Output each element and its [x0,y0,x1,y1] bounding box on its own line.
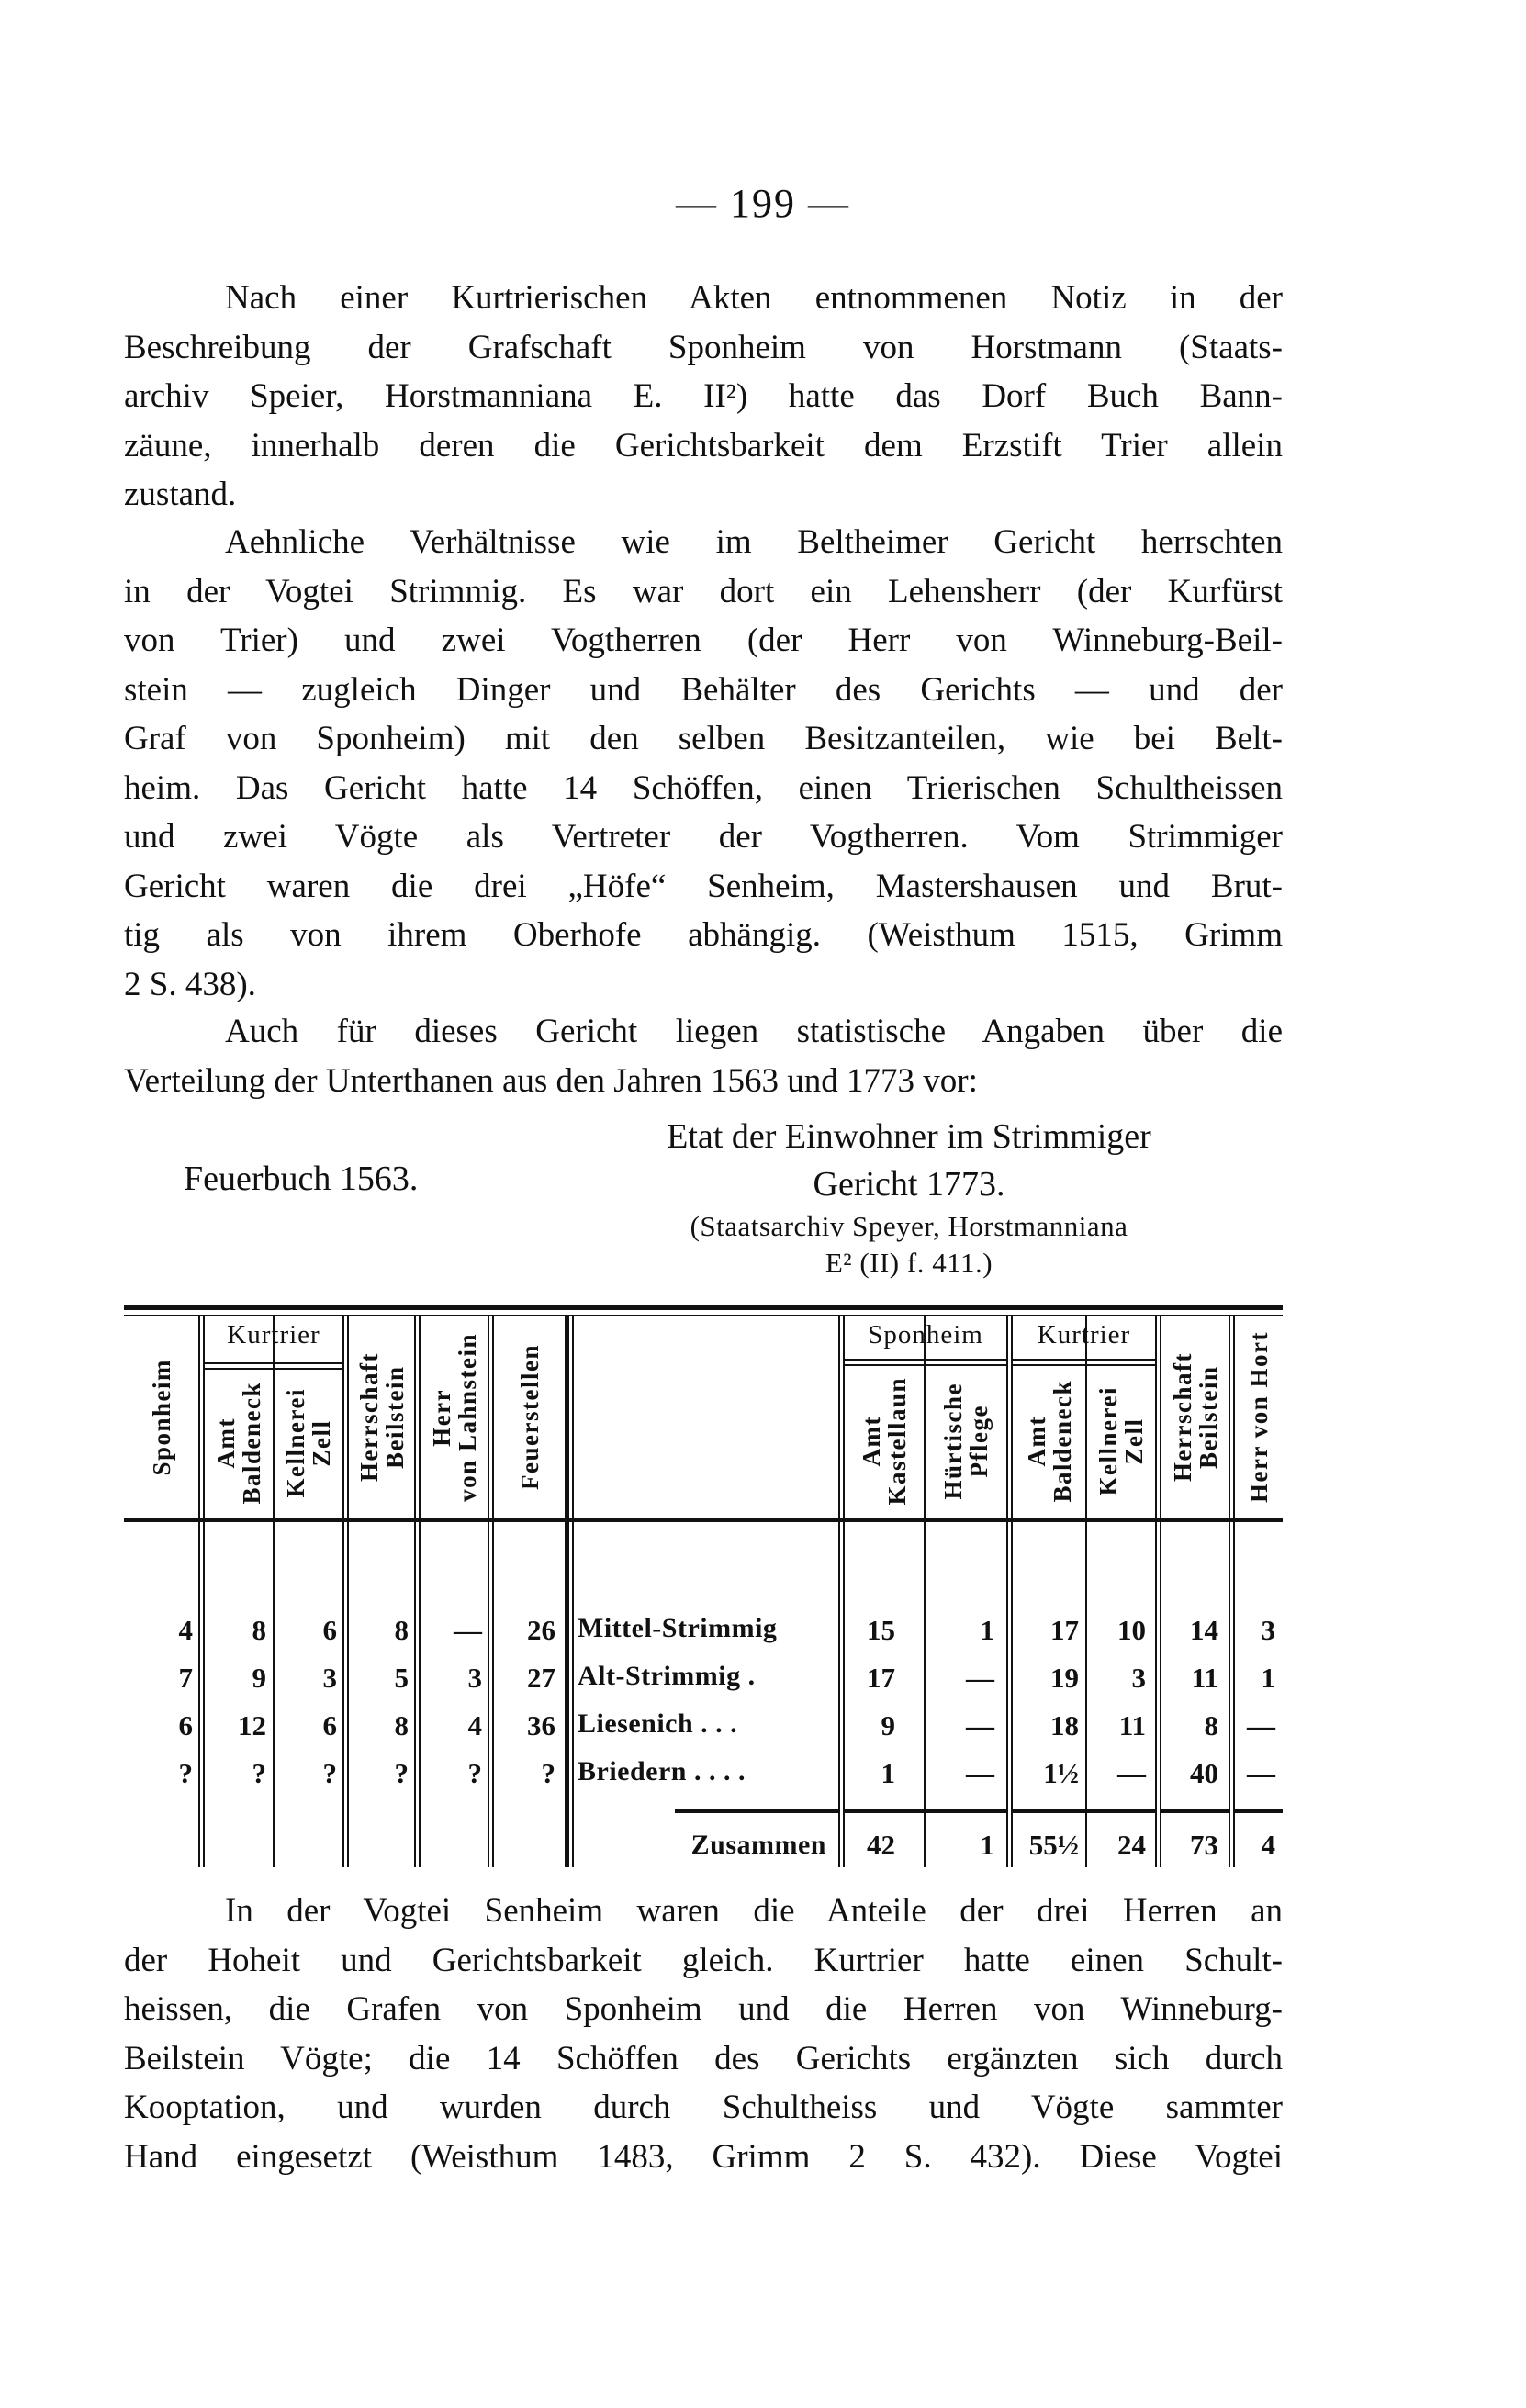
table-cell: 11 [1118,1709,1146,1742]
sum-rule [1087,1809,1155,1813]
text-line: zäune, innerhalb deren die Gerichtsbarkeit dem Erzstift Trier allein [124,426,1283,465]
table-cell: 11 [1191,1662,1218,1694]
text-line: Gericht waren die drei „Höfe“ Senheim, Mastershausen und Brut- [124,867,1283,905]
group-header-kurtrier-left: Kurtrier [227,1320,320,1350]
table-cell: 17 [1050,1614,1079,1646]
table-cell: 5 [394,1662,409,1694]
table-cell: 9 [881,1709,895,1742]
table-cell: 8 [394,1614,409,1646]
divider [1006,1316,1008,1867]
caption-etat-title-1: Etat der Einwohner im Strimmiger [667,1117,1151,1156]
col-header-amt-kastellaun: Amt Kastellaun [858,1376,911,1506]
text-line: Kooptation, und wurden durch Schultheiss und Vögte sammter [124,2089,1283,2126]
text-line: heissen, die Grafen von Sponheim und die Herren von Winneburg- [124,1990,1283,2028]
text-line: archiv Speier, Horstmanniana E. II²) hatte das Dorf Buch Bann- [124,377,1283,415]
col-header-kellnerei-zell-right: Kellnerei Zell [1094,1385,1148,1496]
col-header-amt-baldeneck: Amt Baldeneck [212,1381,265,1505]
text-line: Graf von Sponheim) mit den selben Besitzanteilen, wie bei Belt- [124,720,1283,757]
text-line: Nach einer Kurtrierischen Akten entnommenen Notiz in der [225,279,1283,317]
paragraph-2 [124,518,1283,1009]
table-cell: ? [541,1757,555,1789]
total-cell: 1 [980,1829,994,1861]
row-label: Liesenich . . . [578,1708,738,1739]
table-cell: 40 [1190,1757,1218,1789]
table-cell: 1 [1261,1662,1275,1694]
table-cell: 1 [881,1757,895,1789]
total-cell: 24 [1117,1829,1146,1861]
table-cell: ? [178,1757,193,1789]
paragraph-4 [124,1887,1283,2181]
table-cell: 7 [178,1662,193,1694]
total-label: Zusammen [690,1830,826,1860]
table-cell: 6 [322,1614,337,1646]
table-cell: 19 [1050,1662,1079,1694]
caption-feuerbuch: Feuerbuch 1563. [184,1159,419,1198]
group-rule [205,1362,342,1364]
divider [572,1316,574,1867]
table-cell: — [1117,1757,1146,1789]
text-line: tig als von ihrem Oberhofe abhängig. (Weisthum 1515, Grimm [124,916,1283,954]
caption-etat [588,1113,1230,1282]
group-header-kurtrier-right: Kurtrier [1037,1320,1131,1350]
col-header-herrschaft-beilstein-right: Herrschaft Beilstein [1168,1352,1222,1482]
table-cell: ? [467,1757,482,1789]
text-line: und zwei Vögte als Vertreter der Vogtherren. Vom Strimmiger [124,818,1283,856]
text-line: Beilstein Vögte; die 14 Schöffen des Gerichts ergänzten sich durch [124,2039,1283,2078]
col-header-feuerstellen: Feuerstellen [515,1344,544,1490]
table-cell: 4 [467,1709,482,1742]
table-header-rule [124,1518,1283,1522]
sum-rule [1161,1809,1229,1813]
paragraph-1 [124,274,1283,520]
text-line: Beschreibung der Grafschaft Sponheim von Horstmann (Staats- [124,328,1283,366]
table-cell: 1 [980,1614,994,1646]
sum-rule [1013,1809,1085,1813]
row-label: Briedern . . . . [578,1756,746,1786]
divider [198,1316,200,1867]
total-cell: 55½ [1028,1829,1079,1861]
sum-rule [845,1809,924,1813]
divider [488,1316,489,1867]
caption-etat-title-2: Gericht 1773. [813,1165,1005,1204]
group-header-sponheim-right: Sponheim [868,1320,983,1350]
table-cell: 17 [867,1662,895,1694]
total-cell: 42 [867,1829,895,1861]
sum-rule [675,1809,838,1813]
table-top-rule [124,1305,1283,1310]
text-line: der Hoheit und Gerichtsbarkeit gleich. Kurtrier hatte einen Schult- [124,1941,1283,1979]
table-cell: 12 [238,1709,266,1742]
table-cell: — [966,1757,994,1789]
table-cell: 27 [527,1662,555,1694]
caption-etat-source-2: E² (II) f. 411.) [825,1247,993,1279]
col-header-herr-von-lahnstein: Herr von Lahnstein [427,1332,481,1502]
text-line: heim. Das Gericht hatte 14 Schöffen, einen Trierischen Schultheissen [124,768,1283,807]
text-line: Hand eingesetzt (Weisthum 1483, Grimm 2 S. 432). Diese Vogtei [124,2137,1283,2176]
table-cell: — [1247,1757,1275,1789]
table-cell: — [1247,1709,1275,1742]
col-header-herr-von-hort: Herr von Hort [1245,1331,1273,1503]
table-cell: 4 [178,1614,193,1646]
sum-rule [926,1809,1006,1813]
col-header-huertische-pflege: Hürtische Pflege [939,1382,993,1500]
table-cell: 9 [252,1662,266,1694]
table-cell: 8 [252,1614,266,1646]
caption-etat-source-1: (Staatsarchiv Speyer, Horstmanniana [690,1210,1128,1242]
divider-thick [565,1316,569,1867]
text-line: 2 S. 438). [124,965,256,1003]
table-cell: 18 [1050,1709,1079,1742]
table-cell: — [966,1709,994,1742]
row-label: Mittel-Strimmig [578,1613,778,1643]
sum-rule [1235,1809,1283,1813]
group-rule [1013,1359,1155,1361]
table-cell: 8 [394,1709,409,1742]
table-cell: 6 [322,1709,337,1742]
table-cell: 3 [467,1662,482,1694]
table-cell: 8 [1204,1709,1218,1742]
text-line: Auch für dieses Gericht liegen statistische Angaben über die [225,1013,1283,1050]
col-header-sponheim: Sponheim [147,1358,175,1476]
col-header-amt-baldeneck-right: Amt Baldeneck [1022,1379,1076,1503]
text-line: zustand. [124,476,237,513]
col-header-herrschaft-beilstein: Herrschaft Beilstein [354,1352,409,1482]
table-cell: 26 [527,1614,555,1646]
table-cell: — [454,1614,482,1646]
total-cell: 4 [1261,1829,1275,1861]
total-cell: 73 [1190,1829,1218,1861]
text-line: In der Vogtei Senheim waren die Anteile der drei Herren an [225,1892,1283,1930]
group-rule [845,1359,1006,1361]
statistics-table [124,1305,1283,1867]
table-cell: 14 [1190,1614,1218,1646]
table-cell: 3 [1261,1614,1275,1646]
text-line: stein — zugleich Dinger und Behälter des Gerichts — und der [124,670,1283,709]
col-header-kellnerei-zell: Kellnerei Zell [282,1387,335,1498]
table-cell: 10 [1117,1614,1146,1646]
table-cell: 36 [527,1709,555,1742]
table-cell: ? [252,1757,266,1789]
text-line: Aehnliche Verhältnisse wie im Beltheimer Gericht herrschten [225,523,1283,561]
table-cell: 6 [178,1709,193,1742]
table-cell: — [966,1662,994,1694]
text-line: von Trier) und zwei Vogtherren (der Herr von Winneburg-Beil- [124,622,1283,659]
row-label: Alt-Strimmig . [578,1661,756,1691]
table-cell: 3 [1131,1662,1146,1694]
text-line: Verteilung der Unterthanen aus den Jahren 1563 und 1773 vor: [124,1061,978,1100]
table-cell: 15 [867,1614,895,1646]
table-cell: 1½ [1043,1757,1079,1789]
divider [414,1316,416,1867]
paragraph-3 [124,1007,1283,1105]
page-number: — 199 — [676,181,850,226]
table-top-rule-thin [124,1315,1283,1316]
text-line: in der Vogtei Strimmig. Es war dort ein Lehensherr (der Kurfürst [124,572,1283,610]
table-cell: 3 [322,1662,337,1694]
table-cell: ? [394,1757,409,1789]
table-cell: ? [322,1757,337,1789]
